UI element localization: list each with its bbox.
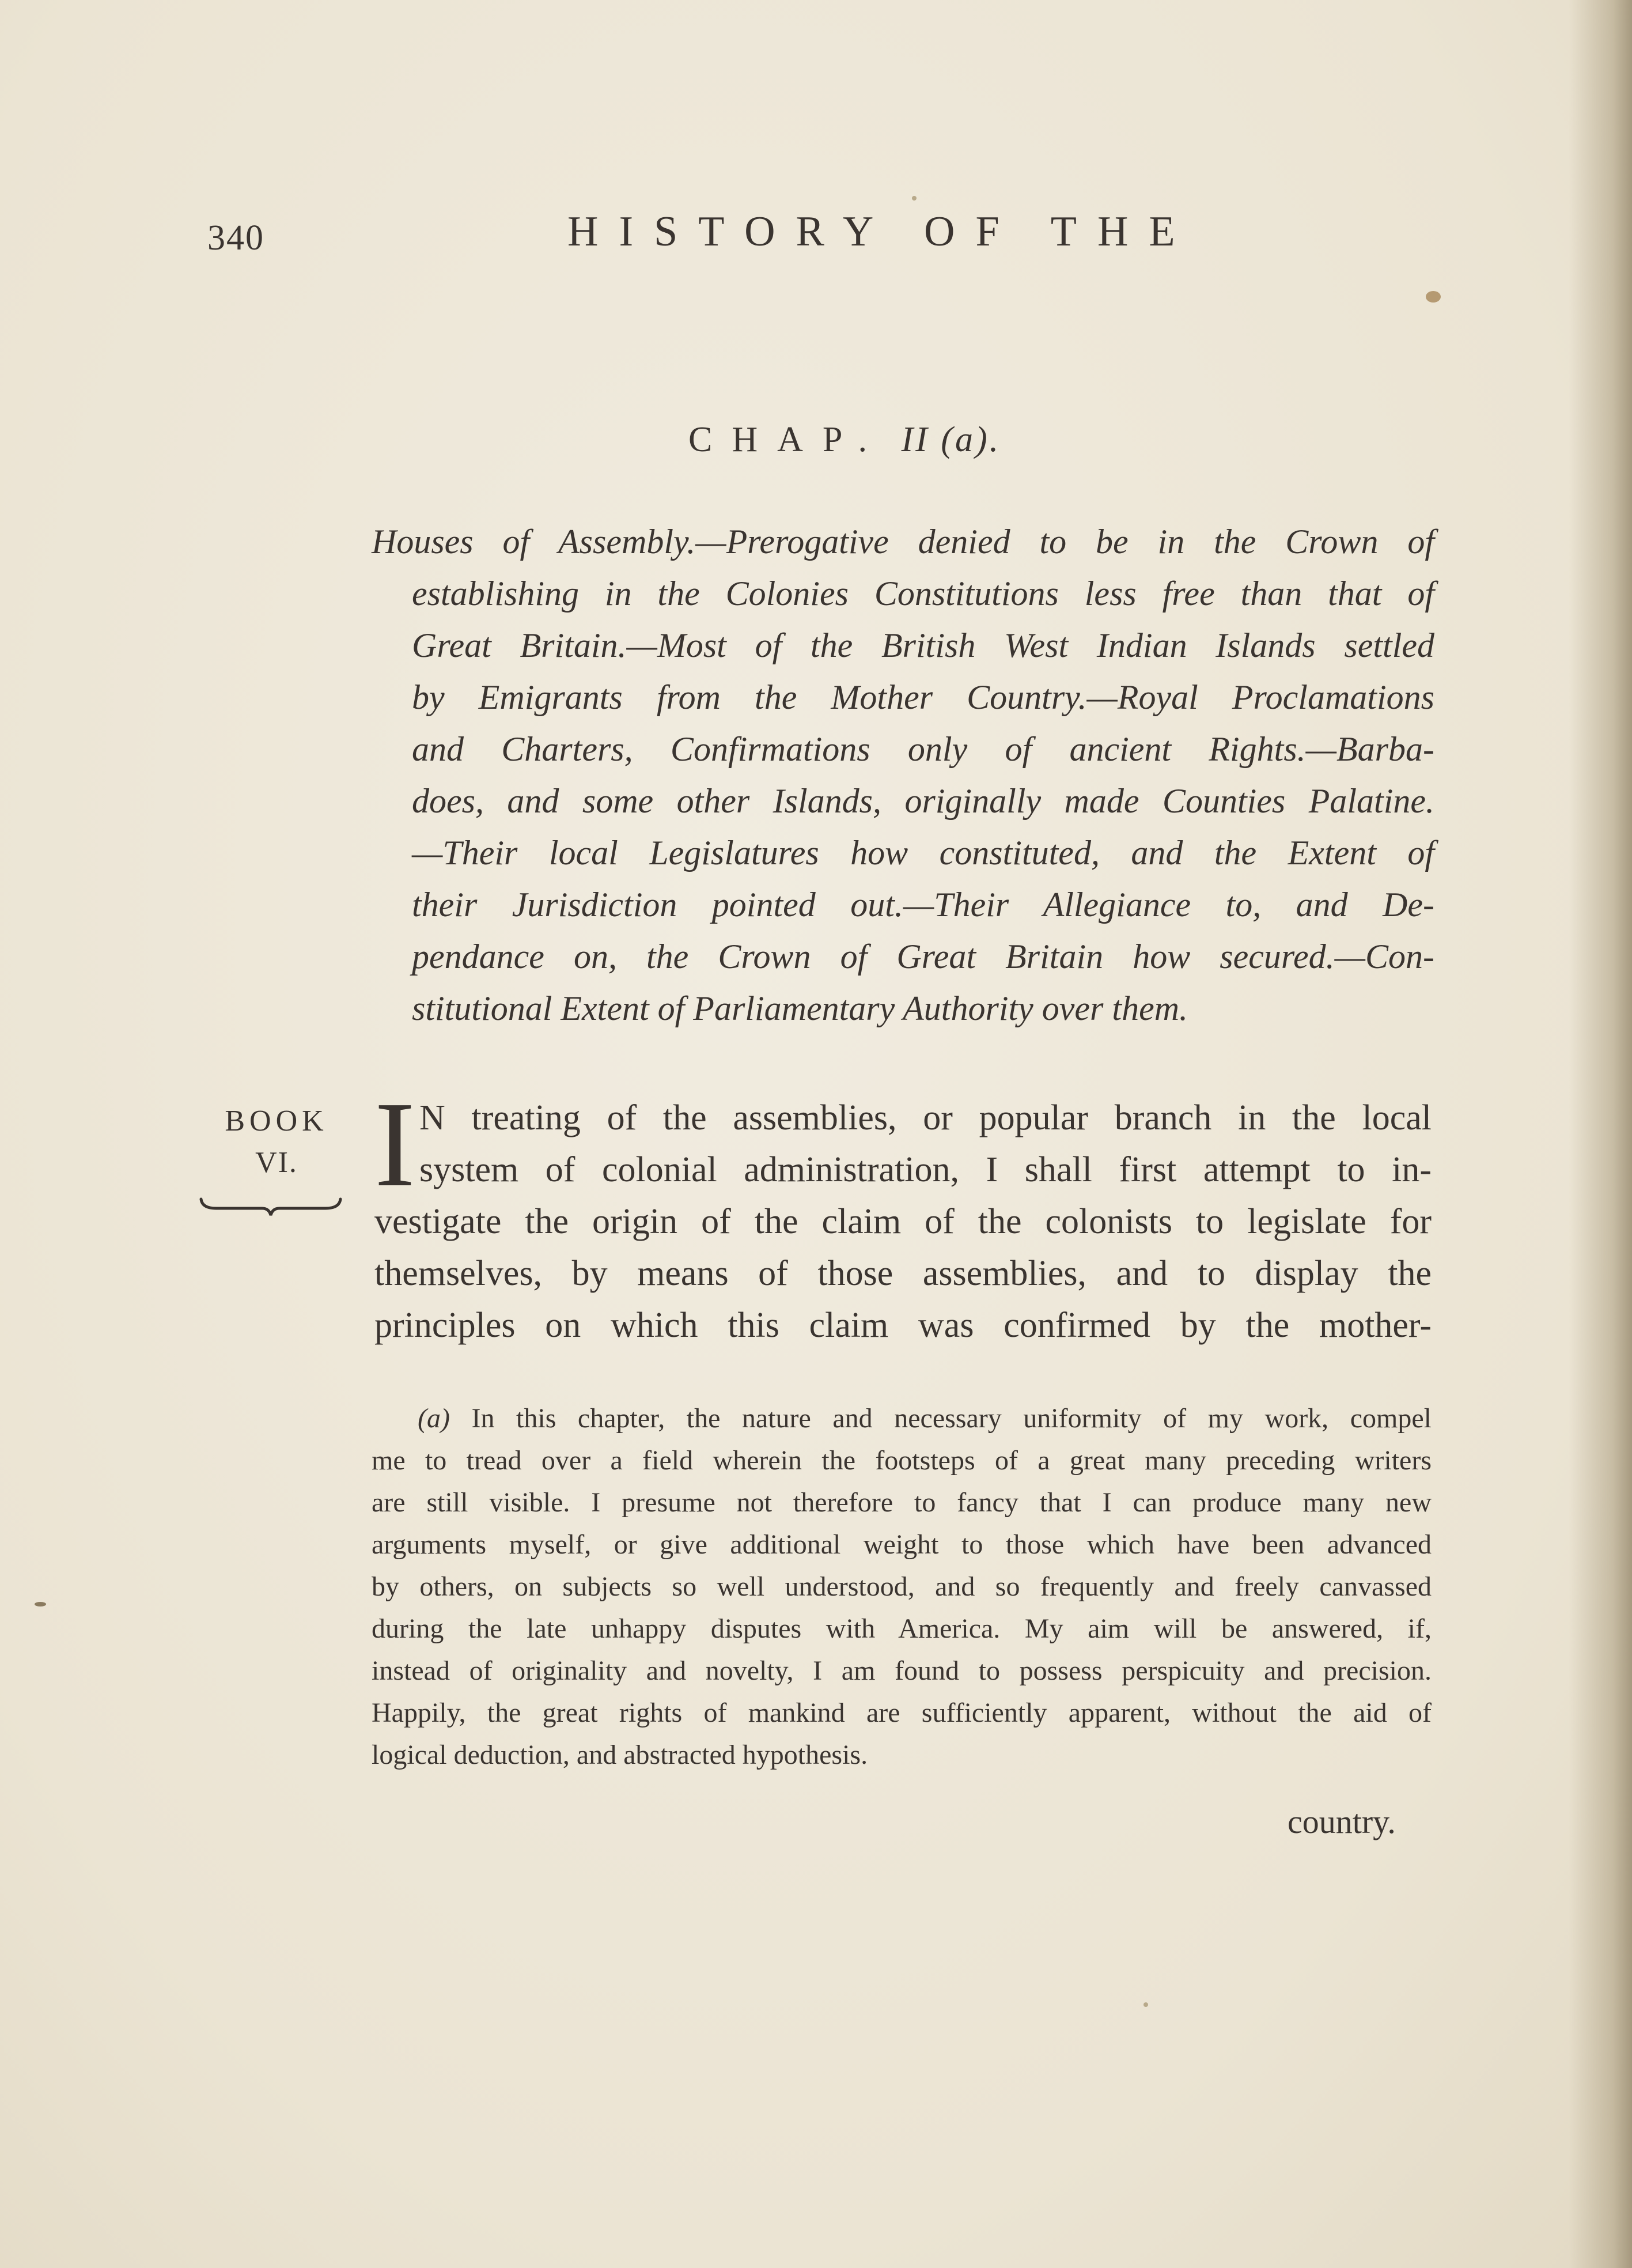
paper-speck (912, 196, 917, 201)
body-line: system of colonial administration, I shall first attempt to in- (419, 1150, 1432, 1189)
summary-line: Houses of Assembly.—Prerogative denied to be in the Crown of (372, 523, 1434, 561)
summary-line: stitutional Extent of Parliamentary Authority over them. (412, 989, 1188, 1027)
summary-line: Great Britain.—Most of the British West Indian Islands settled (412, 626, 1434, 664)
footnote-line: during the late unhappy disputes with America. My aim will be answered, if, (372, 1613, 1432, 1644)
footnote-line: Happily, the great rights of mankind are sufficiently apparent, without the aid of (372, 1698, 1432, 1728)
body-line: vestigate the origin of the claim of the colonists to legislate for (374, 1202, 1432, 1241)
chapter-heading (688, 419, 1001, 460)
chapter-summary (372, 516, 1434, 1034)
catchword: country. (1288, 1803, 1396, 1840)
page-number: 340 (207, 218, 264, 258)
side-note (207, 1101, 346, 1184)
footnote-line: arguments myself, or give additional weight to those which have been advanced (372, 1529, 1432, 1560)
footnote-line-text: In this chapter, the nature and necessary uniformity of my work, compel (471, 1403, 1432, 1434)
summary-line: their Jurisdiction pointed out.—Their Allegiance to, and De- (412, 886, 1434, 924)
paper-speck (1426, 291, 1441, 303)
drop-cap: I (374, 1076, 415, 1212)
page-edge-shadow (1569, 0, 1632, 2268)
footnote-line: are still visible. I presume not therefore to fancy that I can produce many new (372, 1487, 1432, 1518)
summary-line: by Emigrants from the Mother Country.—Royal Proclamations (412, 678, 1434, 716)
summary-line: and Charters, Confirmations only of ancient Rights.—Barba- (412, 730, 1434, 768)
running-head: HISTORY OF THE (567, 208, 1196, 255)
body-text (374, 1092, 1432, 1351)
body-line: themselves, by means of those assemblies, and to display the (374, 1254, 1432, 1293)
chapter-label: CHAP. (688, 420, 887, 459)
summary-line: —Their local Legislatures how constituted, and the Extent of (412, 834, 1434, 872)
footnote-line: logical deduction, and abstracted hypothesis. (372, 1740, 868, 1770)
footnote-line: instead of originality and novelty, I am found to possess perspicuity and precision. (372, 1655, 1432, 1686)
summary-line: does, and some other Islands, originally made Counties Palatine. (412, 782, 1434, 820)
footnote-mark: (a) (418, 1403, 450, 1434)
footnote-line: by others, on subjects so well understood, and so frequently and freely canvassed (372, 1571, 1432, 1602)
brace-ornament-icon (199, 1196, 343, 1219)
side-note-volume: VI. (255, 1146, 298, 1179)
chapter-number: II (a). (901, 420, 1001, 459)
footnote-line: me to tread over a field wherein the footsteps of a great many preceding writers (372, 1445, 1432, 1476)
paper-speck (35, 1602, 46, 1606)
side-note-book: BOOK (225, 1105, 328, 1137)
summary-line: establishing in the Colonies Constitutions less free than that of (412, 574, 1434, 613)
footnote (372, 1397, 1432, 1776)
body-line: N treating of the assemblies, or popular branch in the local (419, 1098, 1432, 1137)
paper-speck (1143, 2002, 1148, 2007)
footnote-line (372, 1397, 1432, 1439)
summary-line: pendance on, the Crown of Great Britain how secured.—Con- (412, 938, 1434, 976)
body-line: principles on which this claim was confirmed by the mother- (374, 1306, 1432, 1345)
